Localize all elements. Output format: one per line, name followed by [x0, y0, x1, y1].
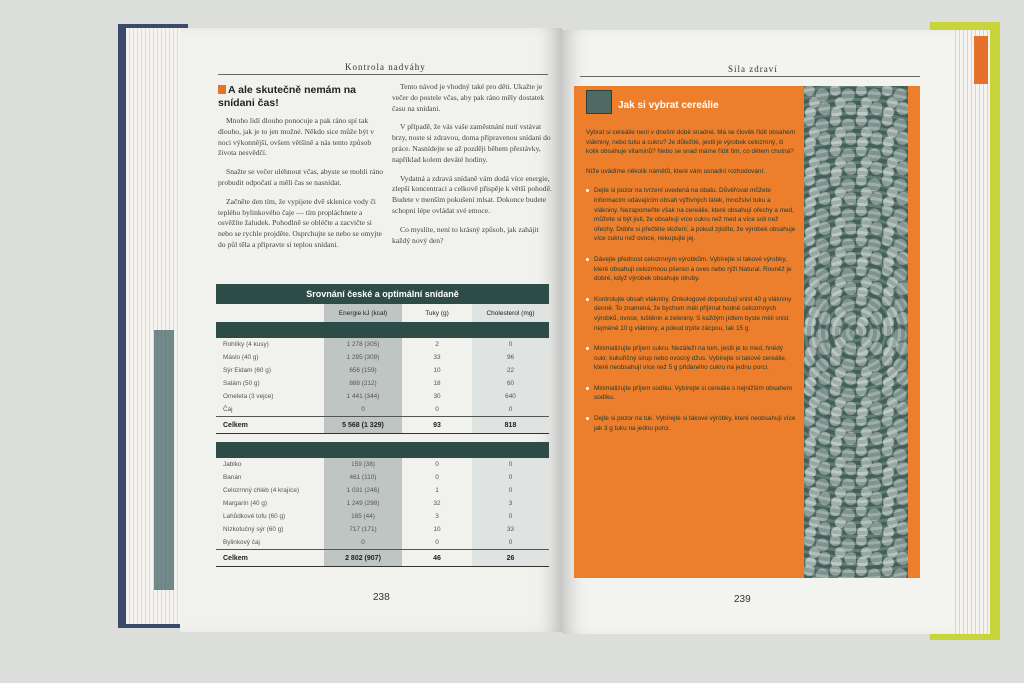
- table-cell: 461 (110): [324, 471, 402, 484]
- panel-intro: Níže uvádíme několik námětů, které vám usnadní rozhodování.: [586, 167, 766, 175]
- right-running-head: Síla zdraví: [728, 64, 778, 74]
- table-section-band: [216, 322, 549, 338]
- paragraph: Tento návod je vhodný také pro děti. Ukažte je večer do postele včas, aby pak ráno měly dostatek času na snídani.: [392, 82, 545, 113]
- table-title: Srovnání české a optimální snídaně: [216, 284, 549, 304]
- table-cell: Jablko: [223, 461, 242, 468]
- orange-initial-marker: [218, 85, 226, 94]
- table-cell: 0: [435, 461, 439, 468]
- table-cell: 1 295 (309): [324, 351, 402, 364]
- total-cell: 46: [433, 554, 441, 562]
- table-cell: Omeleta (3 vejce): [223, 393, 274, 400]
- panel-intro: Vybrat si cereálie není v dnešní době snadné. Má se člověk řídit obsahem vlákniny, nebo tuku a cukru? Je důležité, jestli je výrobek celozrnný, či kolik obsahuje vitaminů? Nebo se snad máme řídit tím, co dětem chutná?: [586, 129, 795, 156]
- table-cell: 0: [472, 484, 549, 497]
- table-cell: 0: [435, 539, 439, 546]
- paragraph: Co myslíte, není to krásný způsob, jak zahájit každý nový den?: [392, 224, 539, 245]
- table-cell: 33: [433, 354, 441, 361]
- table-cell: Banán: [223, 474, 242, 481]
- cover-photo-strip: [154, 330, 174, 590]
- list-item: Dejte si pozor na tuk. Vybírejte si takové výrobky, které neobsahují více jak 3 g tuku na jednu porci.: [586, 414, 796, 433]
- table-cell: 1 249 (298): [324, 497, 402, 510]
- table-cell: 0: [472, 471, 549, 484]
- table-cell: 0: [472, 338, 549, 351]
- total-cell: 26: [472, 550, 549, 566]
- table-cell: Nízkotučný sýr (60 g): [223, 526, 284, 533]
- paragraph: V případě, že vás vaše zaměstnání nutí vstávat brzy, noste si zdravou, doma připravenou snídani do práce. Nasnídejte se až později během přestávky, například kolem deváté hodiny.: [392, 122, 551, 164]
- table-row: [216, 497, 549, 510]
- table-cell: 0: [472, 536, 549, 549]
- table-row: [216, 471, 549, 484]
- list-item: Dávejte přednost celozrnným výrobkům. Vybírejte si takové výrobky, které obsahují celozrnnou pšenici a oves nebo rýži Natural. Rovněž je dobré, když výrobek obsahuje otruby.: [586, 255, 796, 284]
- table-total-row: [216, 549, 549, 567]
- table-cell: 185 (44): [324, 510, 402, 523]
- table-header-row: [216, 304, 549, 322]
- table-row: [216, 484, 549, 497]
- table-cell: 3: [472, 497, 549, 510]
- table-cell: 60: [472, 377, 549, 390]
- table-cell: 96: [472, 351, 549, 364]
- table-cell: 3: [435, 513, 439, 520]
- table-cell: 159 (38): [324, 458, 402, 471]
- table-cell: 0: [472, 403, 549, 416]
- table-cell: 0: [324, 536, 402, 549]
- table-row: [216, 351, 549, 364]
- table-row: [216, 458, 549, 471]
- left-heading: [218, 84, 386, 110]
- table-cell: 2: [435, 341, 439, 348]
- table-cell: 18: [433, 380, 441, 387]
- total-cell: 5 568 (1 329): [324, 417, 402, 433]
- table-cell: 1 031 (246): [324, 484, 402, 497]
- table-cell: Sýr Eidam (60 g): [223, 367, 271, 374]
- table-cell: Margarín (40 g): [223, 500, 268, 507]
- list-item: Kontrolujte obsah vlákniny. Onkologové doporučují snist 40 g vlákniny denně. To znamená, že bychom měli přijímat hodně celozrnných výrobků, ovoce, luštěnin a zeleniny. S každým jídlem byste měli snist nejméně 10 g vlákniny, a pokud trpíte zácpou, tak 15 g.: [586, 295, 796, 333]
- paragraph: Snažte se večer uléhnout včas, abyste se mohli ráno probudit odpočatí a měli čas se nasnídat.: [218, 167, 384, 187]
- table-cell: 30: [433, 393, 441, 400]
- panel-orange-edge: [908, 86, 920, 578]
- table-row: [216, 536, 549, 549]
- paragraph: Začněte den tím, že vypijete dvě sklenice vody či teplého bylinkového čaje — tím propláchnete a osvěžíte žaludek. Pohodlně se obléčte a zacvičte si nebo se rychle projděte. Osprchujte se nebo se omyjte do půl těla a připravte si teplou snídani.: [218, 196, 382, 249]
- header-cell: Tuky (g): [425, 309, 449, 317]
- left-heading-text: A ale skutečně nemám na snídani čas!: [218, 84, 356, 109]
- table-cell: 33: [472, 523, 549, 536]
- table-cell: 1 278 (305): [324, 338, 402, 351]
- table-cell: Salám (50 g): [223, 380, 260, 387]
- table-row: [216, 390, 549, 403]
- table-cell: 1 441 (344): [324, 390, 402, 403]
- list-item: Dejte si pozor na tvrzení uvedená na obalu. Důvěřovat můžete informacím udávajícím obsah výživných látek, množství tuku a vlákniny. Nezapomeňte však na cereálie, které obsahují ořechy a med, můžete si být jisti, že obsahují více cukru než med a více soli než ořechy. Dobře si přečtěte složení, a pokud zjistíte, že výrobek obsahuje více cukru než ovoce, nekupujte jej.: [586, 186, 796, 244]
- table-group-czech: [216, 338, 549, 416]
- table-row: [216, 510, 549, 523]
- table-cell: 0: [435, 474, 439, 481]
- total-cell: 818: [472, 417, 549, 433]
- header-cell: [216, 304, 324, 322]
- left-text-column-2: [392, 82, 552, 254]
- list-item: Minimalizujte příjem sodíku. Vybírejte si cereálie s nejnižším obsahem sodíku.: [586, 384, 796, 403]
- right-page-number: 239: [734, 594, 751, 605]
- tips-list: [586, 186, 796, 433]
- table-cell: 10: [433, 367, 441, 374]
- right-head-rule: [580, 76, 920, 77]
- left-page-number: 238: [373, 592, 390, 603]
- table-cell: 22: [472, 364, 549, 377]
- paragraph: Vydatná a zdravá snídaně vám dodá více energie, zlepší koncentraci a celkově přispěje k větší pohodě. Budete v menším pokušení mlsat. Dokonce budete schopni lépe ovládat své emoce.: [392, 173, 552, 215]
- left-text-column-1: [218, 116, 386, 259]
- table-cell: 10: [433, 526, 441, 533]
- table-total-row: [216, 416, 549, 434]
- table-cell: 0: [435, 406, 439, 413]
- table-cell: Máslo (40 g): [223, 354, 259, 361]
- table-cell: 1: [435, 487, 439, 494]
- table-cell: 0: [472, 510, 549, 523]
- header-cell: Energie kJ (kcal): [324, 304, 402, 322]
- left-head-rule: [218, 74, 548, 75]
- table-row: [216, 364, 549, 377]
- table-cell: Lahůdkové tofu (60 g): [223, 513, 286, 520]
- table-cell: 656 (159): [324, 364, 402, 377]
- table-cell: Bylinkový čaj: [223, 539, 260, 546]
- header-cell: Cholesterol (mg): [472, 304, 549, 322]
- table-group-optimal: [216, 458, 549, 549]
- orange-tab-marker: [974, 36, 988, 84]
- table-section-band: [216, 442, 549, 458]
- table-cell: 888 (212): [324, 377, 402, 390]
- table-row: [216, 338, 549, 351]
- table-cell: Rohlíky (4 kusy): [223, 341, 269, 348]
- table-cell: Celozrnný chléb (4 krajíce): [223, 487, 300, 494]
- table-cell: 640: [472, 390, 549, 403]
- cereal-photo-texture: [804, 86, 908, 578]
- table-row: [216, 403, 549, 416]
- paragraph: Mnoho lidí dlouho ponocuje a pak ráno spí tak dlouho, jak je to jen možné. Někdo sice může být v noci výkonnější, ovšem většině a nás tento způsob života nesvědčí.: [218, 116, 375, 158]
- table-cell: Čaj: [223, 406, 233, 413]
- breakfast-comparison-table: [216, 284, 549, 567]
- panel-thumbnail-image: [586, 90, 612, 114]
- left-running-head: Kontrola nadváhy: [345, 62, 426, 72]
- total-cell: 93: [433, 421, 441, 429]
- total-cell: Celkem: [223, 554, 248, 562]
- table-cell: 717 (171): [324, 523, 402, 536]
- panel-title: Jak si vybrat cereálie: [618, 100, 719, 111]
- table-row: [216, 523, 549, 536]
- total-cell: Celkem: [223, 421, 248, 429]
- panel-text: [586, 128, 796, 444]
- table-cell: 0: [472, 458, 549, 471]
- table-cell: 32: [433, 500, 441, 507]
- table-row: [216, 377, 549, 390]
- table-cell: 0: [324, 403, 402, 416]
- list-item: Minimalizujte příjem cukru. Nezáleží na tom, jestli je to med, hnědý cukr, kukuřičný sirup nebo ovocný džus. Vybírejte si takové cereálie, které neobsahují více než 5 g přidaného cukru na jednu porci.: [586, 344, 796, 373]
- total-cell: 2 802 (907): [324, 550, 402, 566]
